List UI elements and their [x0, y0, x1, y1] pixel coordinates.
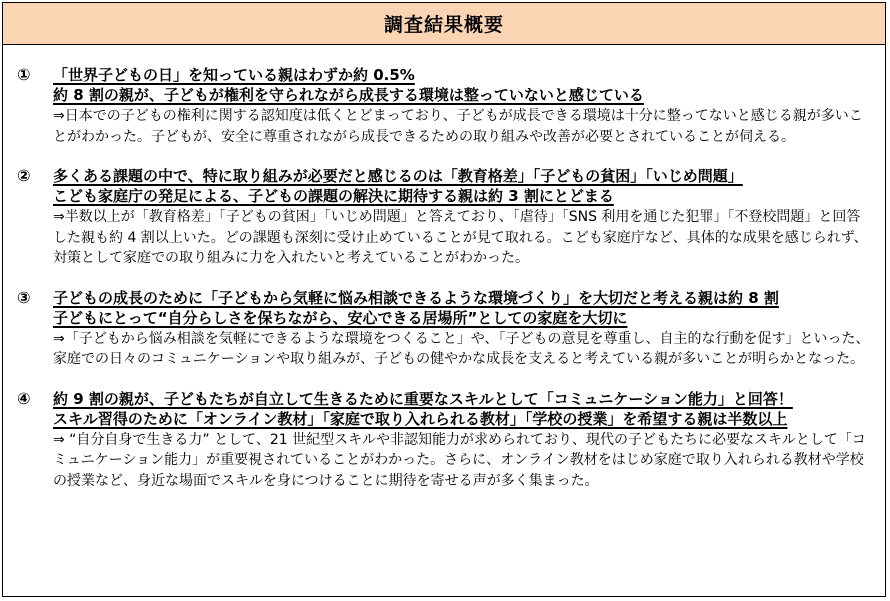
item-number: ④: [17, 388, 31, 408]
item-body: [53, 65, 873, 147]
item-detail: ⇒ “自分自身で生きる力” として、21 世紀型スキルや非認知能力が求められており、現代の子どもたちに必要なスキルとして「コミュニケーション能力」が重要視されていることがわかった。さらに、オンライン教材をはじめ家庭で取り入れられる教材や学校の授業など、身近な場面でスキルを身につけることに期待を寄せる声が多く集まった。: [53, 431, 866, 489]
summary-item-4: [15, 389, 873, 492]
summary-item-3: [15, 288, 873, 370]
summary-item-1: [15, 65, 873, 147]
item-number: ③: [17, 287, 31, 307]
summary-item-2: [15, 166, 873, 269]
item-detail: ⇒半数以上が「教育格差」「子どもの貧困」「いじめ問題」と答えており、「虐待」「SNS 利用を通じた犯罪」「不登校問題」と回答した親も約 4 割以上いた。どの課題も深刻に受け止めていることが見て取れる。こども家庭庁など、具体的な成果を感じられず、対策として家庭での取り組みに力を入れたいと考えていることがわかった。: [53, 209, 868, 266]
item-headline: 子どもの成長のために「子どもから気軽に悩み相談できるような環境づくり」を大切だと考える親は約 8 割: [53, 288, 779, 307]
item-headline: スキル習得のために「オンライン教材」「家庭で取り入れられる教材」「学校の授業」を希望する親は半数以上: [53, 409, 788, 428]
item-body: [53, 288, 873, 370]
summary-content: [3, 45, 885, 491]
item-number: ②: [17, 166, 31, 185]
item-detail: ⇒日本での子どもの権利に関する認知度は低くとどまっており、子どもが成長できる環境は十分に整ってないと感じる親が多いことがわかった。子どもが、安全に尊重されながら成長できるための取り組みや改善が必要とされていることが伺える。: [53, 108, 863, 145]
item-headline: 約 8 割の親が、子どもが権利を守られながら成長する環境は整っていないと感じている: [53, 86, 644, 104]
item-headline: 多くある課題の中で、特に取り組みが必要だと感じるのは「教育格差」「子どもの貧困」「いじめ問題」: [53, 167, 743, 185]
page-title: 調査結果概要: [383, 14, 504, 36]
item-detail: ⇒「子どもから悩み相談を気軽にできるような環境をつくること」や、「子どもの意見を尊重し、自主的な行動を促す」といった、家庭での日々のコミュニケーションや取り組みが、子どもの健やかな成長を支えると考えている親が多いことが明らかとなった。: [53, 330, 870, 367]
survey-summary-box: [2, 2, 886, 597]
item-headline: 子どもにとって“自分らしさを保ちながら、安心できる居場所”としての家庭を大切に: [53, 308, 628, 327]
item-number: ①: [17, 65, 31, 84]
item-body: [53, 389, 873, 492]
item-headline: こども家庭庁の発足による、子どもの課題の解決に期待する親は約 3 割にとどまる: [53, 187, 614, 205]
item-headline: 「世界子どもの日」を知っている親はわずか約 0.5%: [53, 66, 415, 84]
summary-header: [3, 3, 885, 45]
item-headline: 約 9 割の親が、子どもたちが自立して生きるために重要なスキルとして「コミュニケーション能力」と回答！: [53, 389, 793, 408]
item-body: [53, 166, 873, 269]
